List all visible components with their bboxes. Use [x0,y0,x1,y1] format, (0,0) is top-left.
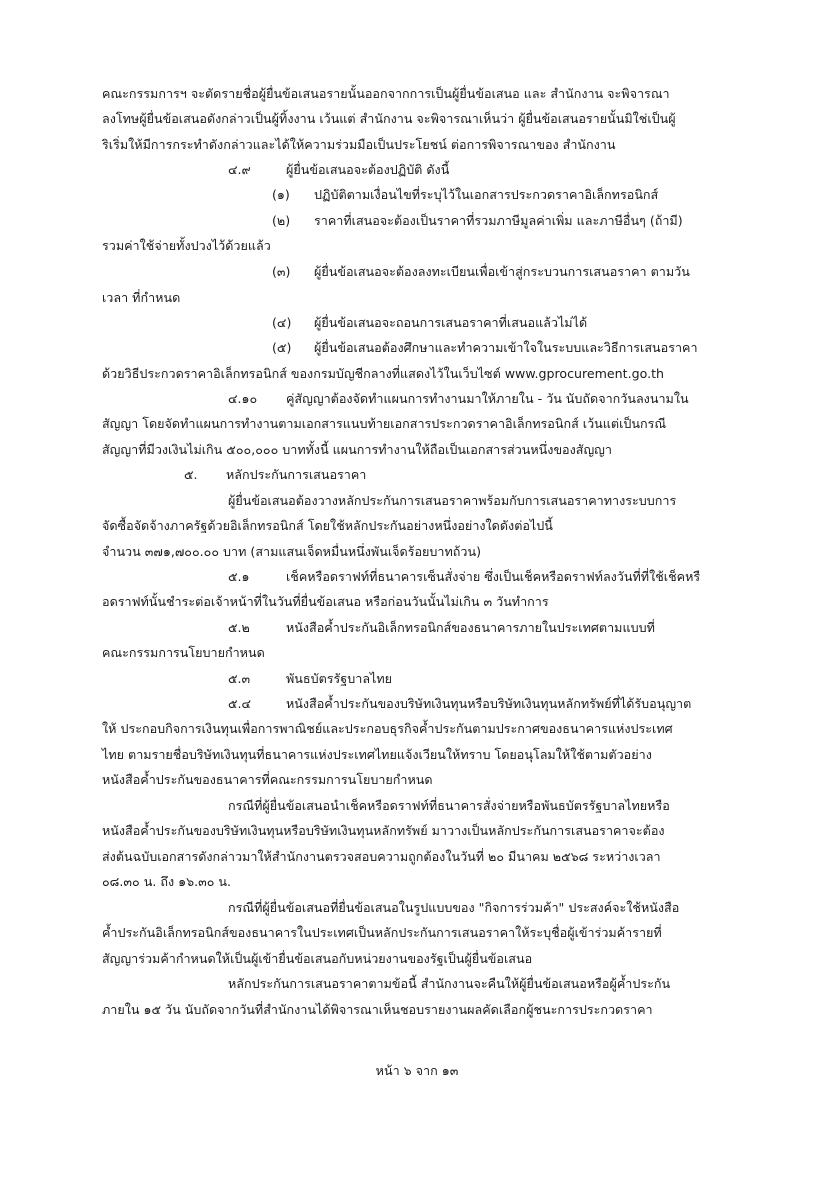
section-title: หลักประกันการเสนอราคา [226,467,367,482]
section-4-10-line-2: สัญญา โดยจัดทำแผนการทำงานตามเอกสารแนบท้ายเอกสารประกวดราคาอิเล็กทรอนิกส์ เว้นแต่เป็นกรณี [102,416,667,431]
para-c-line-1: หลักประกันการเสนอราคาตามข้อนี้ สำนักงานจะคืนให้ผู้ยื่นข้อเสนอหรือผู้ค้ำประกัน [228,976,671,991]
item-4 [272,314,587,332]
section-5-intro-2: จัดซื้อจัดจ้างภาครัฐด้วยอิเล็กทรอนิกส์ โดยใช้หลักประกันอย่างหนึ่งอย่างใดดังต่อไปนี้ [102,518,553,533]
section-4-10-heading [228,390,689,408]
para-a-line-3: ส่งต้นฉบับเอกสารดังกล่าวมาให้สำนักงานตรวจสอบความถูกต้องในวันที่ ๒๐ มีนาคม ๒๕๖๘ ระหว่างเวลา [102,849,661,864]
section-5-4 [228,695,691,713]
section-5-1 [228,568,700,586]
section-number: ๕.๓ [228,671,251,686]
item-text: ผู้ยื่นข้อเสนอจะต้องลงทะเบียนเพื่อเข้าสู่กระบวนการเสนอราคา ตามวัน [314,264,690,279]
section-text: คู่สัญญาต้องจัดทำแผนการทำงานมาให้ภายใน - วัน นับถัดจากวันลงนามใน [286,391,689,406]
para-b-line-1: กรณีที่ผู้ยื่นข้อเสนอที่ยื่นข้อเสนอในรูปแบบของ "กิจการร่วมค้า" ประสงค์จะใช้หนังสือ [228,900,680,915]
section-text: หนังสือค้ำประกันอิเล็กทรอนิกส์ของธนาคารภายในประเทศตามแบบที่ [286,620,655,635]
section-5-2 [228,619,655,637]
section-text: เช็คหรือดราฟท์ที่ธนาคารเซ็นสั่งจ่าย ซึ่งเป็นเช็คหรือดราฟท์ลงวันที่ที่ใช้เช็คหรื [286,569,701,584]
item-number: (๑) [272,187,290,202]
item-number: (๒) [272,213,291,228]
item-3 [272,263,690,281]
intro-line-2: ลงโทษผู้ยื่นข้อเสนอดังกล่าวเป็นผู้ทิ้งงาน เว้นแต่ สำนักงาน จะพิจารณาเห็นว่า ผู้ยื่นข้อเสนอรายนั้นมิใช่เป็นผู้ [102,111,676,126]
intro-line-1: คณะกรรมการฯ จะตัดรายชื่อผู้ยื่นข้อเสนอรายนั้นออกจากการเป็นผู้ยื่นข้อเสนอ และ สำนักงาน จะพิจารณา [102,86,670,101]
item-number: (๕) [272,340,292,355]
item-text: ผู้ยื่นข้อเสนอต้องศึกษาและทำความเข้าใจในระบบและวิธีการเสนอราคา [314,340,698,355]
para-b-line-3: สัญญาร่วมค้ากำหนดให้เป็นผู้เข้ายื่นข้อเสนอกับหน่วยงานของรัฐเป็นผู้ยื่นข้อเสนอ [102,951,533,966]
item-2 [272,212,683,230]
para-a-line-1: กรณีที่ผู้ยื่นข้อเสนอนำเช็คหรือดราฟท์ที่ธนาคารสั่งจ่ายหรือพันธบัตรรัฐบาลไทยหรือ [228,798,670,813]
item-text: ผู้ยื่นข้อเสนอจะถอนการเสนอราคาที่เสนอแล้วไม่ได้ [314,315,588,330]
section-5-intro-1: ผู้ยื่นข้อเสนอต้องวางหลักประกันการเสนอราคาพร้อมกับการเสนอราคาทางระบบการ [228,493,677,508]
item-1 [272,186,658,204]
item-5 [272,339,698,357]
item-number: (๔) [272,315,292,330]
page-number: หน้า ๖ จาก ๑๓ [375,1063,459,1078]
item-text: ปฏิบัติตามเงื่อนไขที่ระบุไว้ในเอกสารประกวดราคาอิเล็กทรอนิกส์ [314,187,659,202]
section-4-9-heading [228,161,449,179]
item-3-continuation: เวลา ที่กำหนด [102,290,181,305]
section-number: ๕.๑ [228,569,250,584]
section-text: พันธบัตรรัฐบาลไทย [286,671,393,686]
section-number: ๔.๑๐ [228,391,258,406]
para-b-line-2: ค้ำประกันอิเล็กทรอนิกส์ของธนาคารในประเทศเป็นหลักประกันการเสนอราคาให้ระบุชื่อผู้เข้าร่วมค้ารายที่ [102,925,662,940]
section-number: ๔.๙ [228,162,251,177]
section-5-heading [184,466,366,484]
item-5-continuation: ด้วยวิธีประกวดราคาอิเล็กทรอนิกส์ ของกรมบัญชีกลางที่แสดงไว้ในเว็บไซต์ www.gprocurement.go.th [102,366,664,381]
section-5-3 [228,670,392,688]
section-4-10-line-3: สัญญาที่มีวงเงินไม่เกิน ๕๐๐,๐๐๐ บาททั้งนี้ แผนการทำงานให้ถือเป็นเอกสารส่วนหนึ่งของสัญญา [102,442,612,457]
section-5-amount: จำนวน ๓๗๑,๗๐๐.๐๐ บาท (สามแสนเจ็ดหมื่นหนึ่งพันเจ็ดร้อยบาทถ้วน) [102,544,481,559]
section-number: ๕.๔ [228,696,252,711]
section-5-4-line-4: หนังสือค้ำประกันของธนาคารที่คณะกรรมการนโยบายกำหนด [102,772,433,787]
section-5-2-line-2: คณะกรรมการนโยบายกำหนด [102,645,265,660]
para-a-line-4: ๐๘.๓๐ น. ถึง ๑๖.๓๐ น. [102,874,231,889]
section-number: ๕. [184,467,198,482]
item-text: ราคาที่เสนอจะต้องเป็นราคาที่รวมภาษีมูลค่าเพิ่ม และภาษีอื่นๆ (ถ้ามี) [314,213,683,228]
section-text: ผู้ยื่นข้อเสนอจะต้องปฏิบัติ ดังนี้ [286,162,450,177]
section-5-4-line-3: ไทย ตามรายชื่อบริษัทเงินทุนที่ธนาคารแห่งประเทศไทยแจ้งเวียนให้ทราบ โดยอนุโลมให้ใช้ตามตัวอย่าง [102,747,652,762]
section-number: ๕.๒ [228,620,250,635]
intro-line-3: ริเริ่มให้มีการกระทำดังกล่าวและได้ให้ความร่วมมือเป็นประโยชน์ ต่อการพิจารณาของ สำนักงาน [102,137,616,152]
para-c-line-2: ภายใน ๑๕ วัน นับถัดจากวันที่สำนักงานได้พิจารณาเห็นชอบรายงานผลคัดเลือกผู้ชนะการประกวดราคา [102,1002,653,1017]
para-a-line-2: หนังสือค้ำประกันของบริษัทเงินทุนหรือบริษัทเงินทุนหลักทรัพย์ มาวางเป็นหลักประกันการเสนอราคาจะต้อง [102,823,665,838]
section-text: หนังสือค้ำประกันของบริษัทเงินทุนหรือบริษัทเงินทุนหลักทรัพย์ที่ได้รับอนุญาต [286,696,692,711]
item-2-continuation: รวมค่าใช้จ่ายทั้งปวงไว้ด้วยแล้ว [102,238,271,253]
section-5-1-line-2: อดราฟท์นั้นชำระต่อเจ้าหน้าที่ในวันที่ยื่นข้อเสนอ หรือก่อนวันนั้นไม่เกิน ๓ วันทำการ [102,594,549,609]
section-5-4-line-2: ให้ ประกอบกิจการเงินทุนเพื่อการพาณิชย์และประกอบธุรกิจค้ำประกันตามประกาศของธนาคารแห่งประเทศ [102,721,673,736]
item-number: (๓) [272,264,291,279]
